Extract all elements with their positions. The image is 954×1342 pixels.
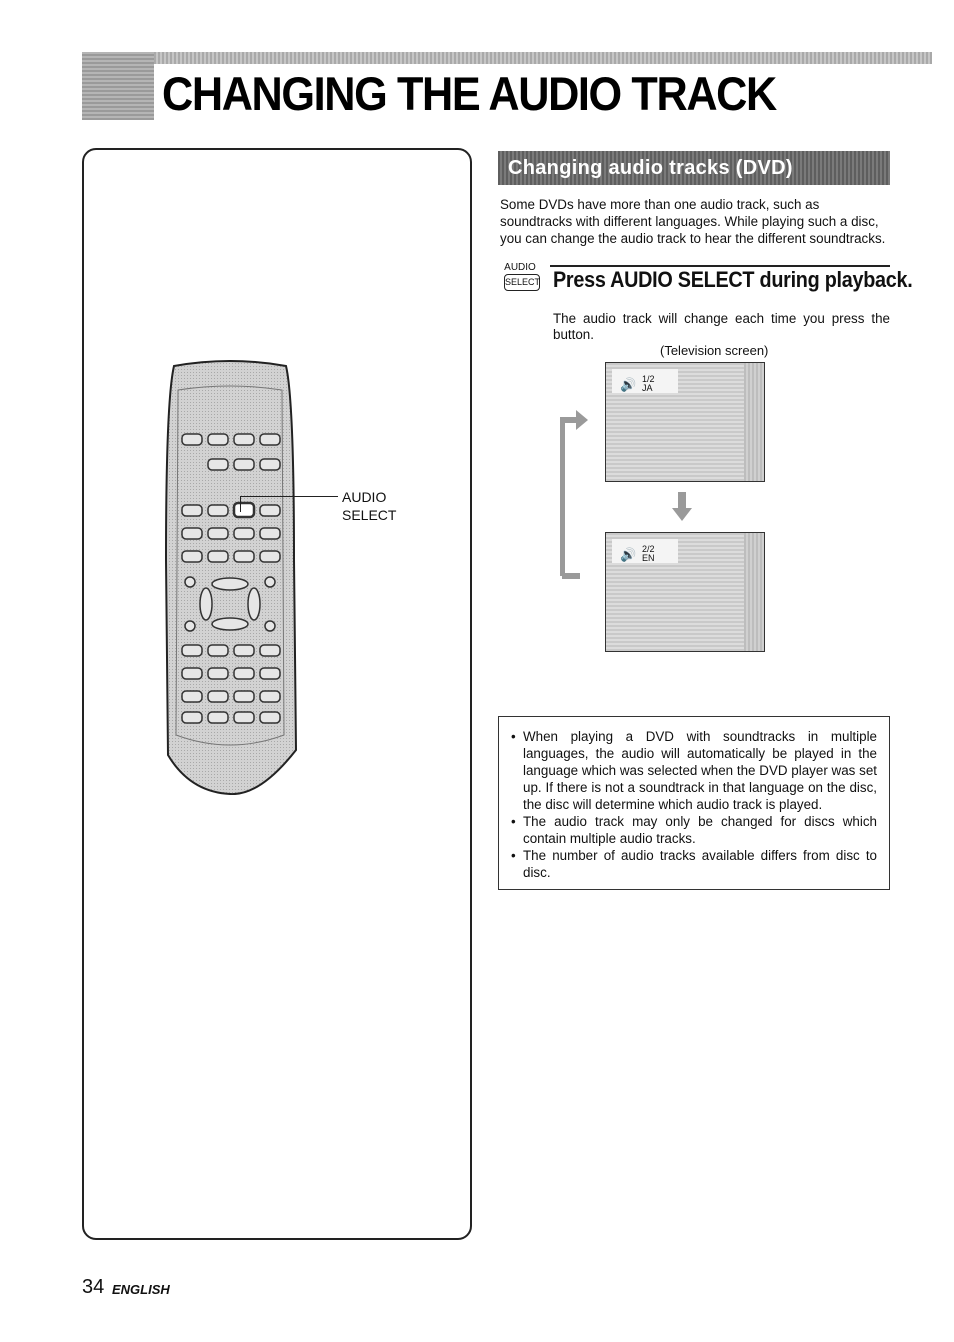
title-bar-block	[82, 52, 154, 120]
page-number: 34	[82, 1276, 105, 1298]
osd-display	[612, 539, 678, 563]
page-language: ENGLISH	[112, 1282, 170, 1297]
tv-screen-2	[605, 532, 765, 652]
track-language: EN	[642, 553, 655, 563]
section-heading: Changing audio tracks (DVD)	[498, 151, 890, 185]
step-title: Press AUDIO SELECT during playback.	[553, 267, 913, 292]
tv-caption: (Television screen)	[660, 343, 769, 358]
callout-line	[240, 496, 338, 510]
page-title: CHANGING THE AUDIO TRACK	[162, 67, 776, 120]
track-number: 2/2	[642, 544, 655, 554]
track-language: JA	[642, 383, 653, 393]
note-item: • The audio track may only be changed for discs which contain multiple audio tracks.	[511, 813, 877, 847]
osd-display	[612, 369, 678, 393]
title-bar-strip	[154, 52, 932, 64]
tv-screen-1	[605, 362, 765, 482]
notes-box	[498, 716, 890, 890]
note-item: • The number of audio tracks available differs from disc to disc.	[511, 847, 877, 881]
step-body: The audio track will change each time you press the button.	[553, 311, 890, 342]
speaker-icon: 🔊	[620, 377, 637, 392]
audio-select-callout-label: AUDIO SELECT	[342, 489, 397, 523]
intro-paragraph: Some DVDs have more than one audio track, such as soundtracks with different languages. While playing such a disc, you can change the audio track to hear the different soundtracks.	[500, 197, 886, 246]
note-item: • When playing a DVD with soundtracks in multiple languages, the audio will automatically be played in the language which was selected when the DVD player was set up. If there is not a soundtrack in that language on the disc, the disc will determine which audio track is played.	[511, 728, 877, 813]
audio-select-button-icon: AUDIO SELECT	[504, 262, 542, 296]
loop-arrow-icon	[560, 404, 590, 580]
down-arrow-icon	[670, 492, 694, 522]
remote-control-illustration	[160, 360, 300, 795]
speaker-icon: 🔊	[620, 547, 637, 562]
track-number: 1/2	[642, 374, 655, 384]
notes-list	[511, 728, 877, 881]
